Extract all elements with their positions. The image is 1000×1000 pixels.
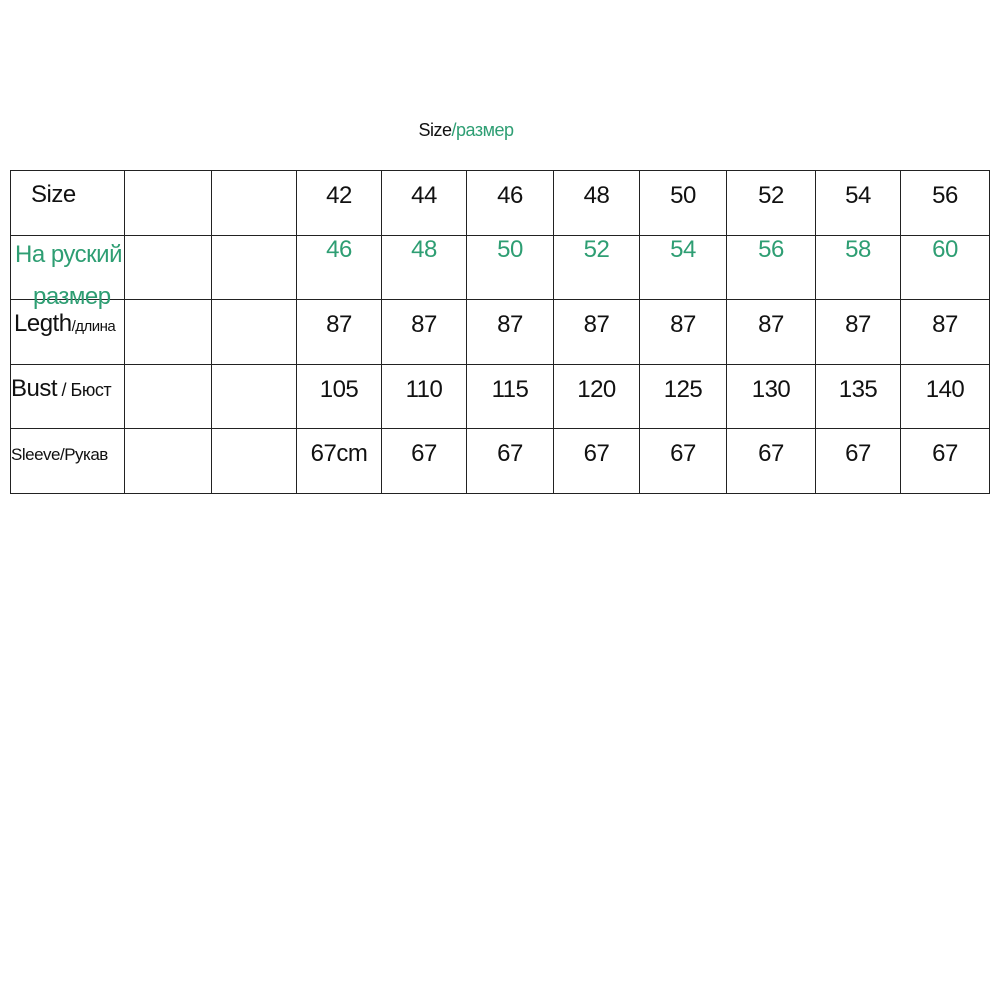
cell-russian-size-value: 60 xyxy=(901,235,990,300)
cell-russian-size-value: 48 xyxy=(382,235,467,300)
cell-size-value: 52 xyxy=(727,171,816,236)
cell-sleeve-value: 67 xyxy=(382,429,467,494)
cell-length-value: 87 xyxy=(554,300,640,365)
cell-bust-value: 110 xyxy=(382,364,467,429)
table-row-length xyxy=(11,300,990,365)
cell-bust-value: 140 xyxy=(901,364,990,429)
cell-bust-value: 105 xyxy=(297,364,382,429)
table-row-sleeve xyxy=(11,429,990,494)
empty-cell xyxy=(125,300,212,365)
cell-length-value: 87 xyxy=(297,300,382,365)
cell-sleeve-value: 67 xyxy=(554,429,640,494)
empty-cell xyxy=(212,429,297,494)
cell-sleeve-value: 67cm xyxy=(297,429,382,494)
cell-russian-size-value: 58 xyxy=(816,235,901,300)
cell-sleeve-value: 67 xyxy=(901,429,990,494)
empty-cell xyxy=(212,235,297,300)
table-row-size xyxy=(11,171,990,236)
title-size-text: Size xyxy=(418,120,452,140)
cell-russian-size-value: 56 xyxy=(727,235,816,300)
row-label-size: Size xyxy=(11,171,125,236)
russian-size-label-line2: размер xyxy=(33,282,111,310)
cell-size-value: 42 xyxy=(297,171,382,236)
cell-russian-size-value: 50 xyxy=(467,235,554,300)
cell-length-value: 87 xyxy=(467,300,554,365)
title-separator: / xyxy=(451,120,457,140)
cell-bust-value: 135 xyxy=(816,364,901,429)
row-label-bust: Bust / Бюст xyxy=(11,364,125,429)
empty-cell xyxy=(125,364,212,429)
cell-length-value: 87 xyxy=(901,300,990,365)
cell-size-value: 56 xyxy=(901,171,990,236)
empty-cell xyxy=(125,235,212,300)
table-title xyxy=(0,120,932,141)
cell-size-value: 50 xyxy=(640,171,727,236)
cell-russian-size-value: 46 xyxy=(297,235,382,300)
cell-sleeve-value: 67 xyxy=(467,429,554,494)
title-russian-text: размер xyxy=(456,120,514,140)
empty-cell xyxy=(125,171,212,236)
cell-size-value: 54 xyxy=(816,171,901,236)
empty-cell xyxy=(212,364,297,429)
row-label-sleeve: Sleeve/Рукав xyxy=(11,429,125,494)
empty-cell xyxy=(212,300,297,365)
cell-sleeve-value: 67 xyxy=(727,429,816,494)
cell-russian-size-value: 52 xyxy=(554,235,640,300)
row-label-russian-size xyxy=(11,235,125,310)
cell-sleeve-value: 67 xyxy=(640,429,727,494)
cell-length-value: 87 xyxy=(816,300,901,365)
cell-size-value: 48 xyxy=(554,171,640,236)
cell-size-value: 44 xyxy=(382,171,467,236)
cell-length-value: 87 xyxy=(640,300,727,365)
table-row-russian-size xyxy=(11,235,990,300)
cell-bust-value: 125 xyxy=(640,364,727,429)
cell-sleeve-value: 67 xyxy=(816,429,901,494)
cell-size-value: 46 xyxy=(467,171,554,236)
cell-bust-value: 130 xyxy=(727,364,816,429)
empty-cell xyxy=(212,171,297,236)
cell-bust-value: 120 xyxy=(554,364,640,429)
cell-length-value: 87 xyxy=(382,300,467,365)
empty-cell xyxy=(125,429,212,494)
cell-bust-value: 115 xyxy=(467,364,554,429)
row-label-length: Legth/длина xyxy=(11,300,125,365)
cell-length-value: 87 xyxy=(727,300,816,365)
russian-size-label-line1: На руский xyxy=(15,240,122,268)
size-chart-table xyxy=(10,170,990,494)
table-row-bust xyxy=(11,364,990,429)
cell-russian-size-value: 54 xyxy=(640,235,727,300)
